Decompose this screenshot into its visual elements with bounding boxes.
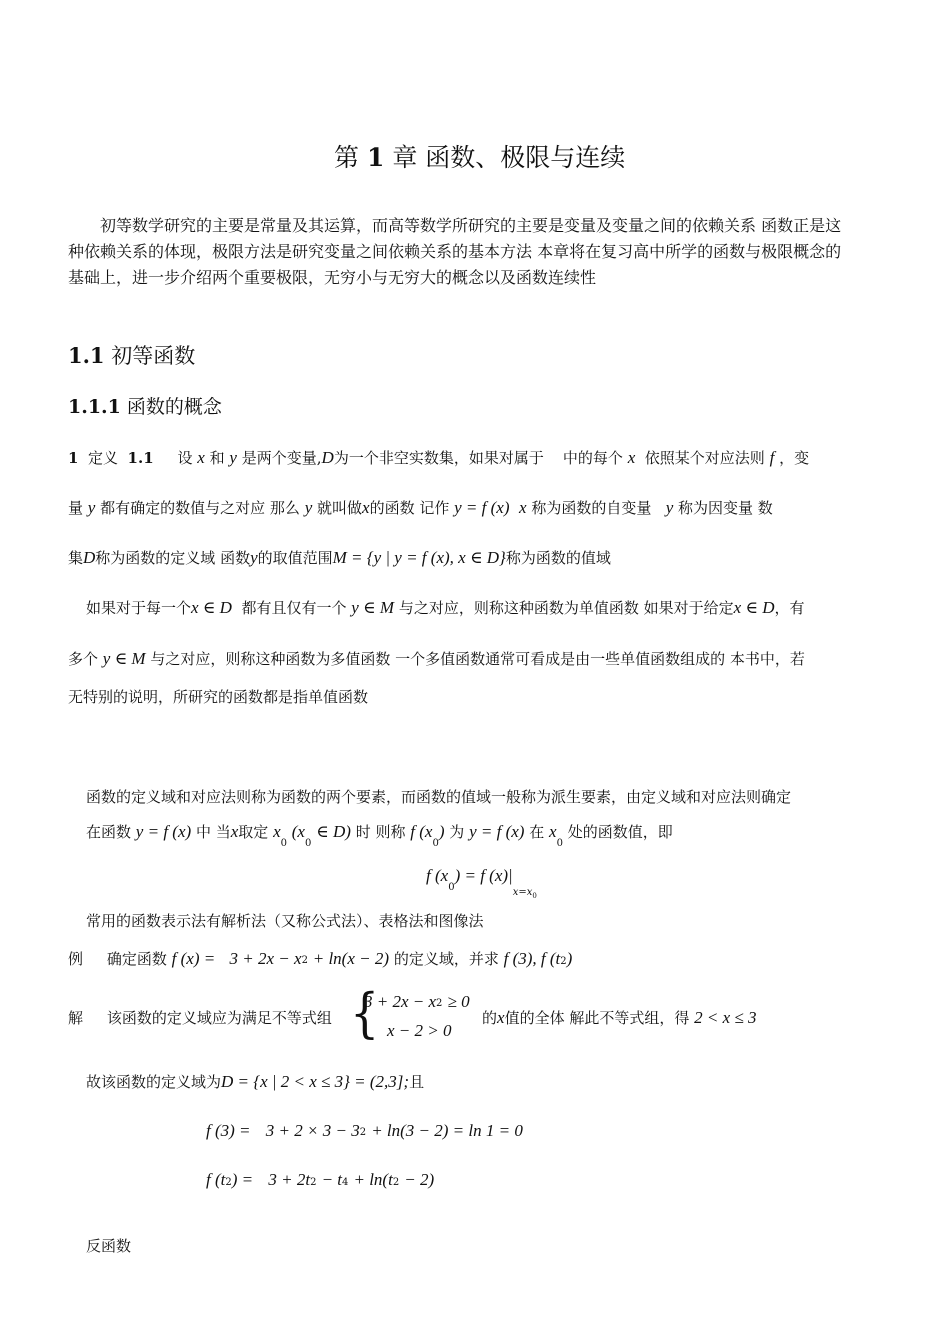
intro-line-2: 种依赖关系的体现，极限方法是研究变量之间依赖关系的基本方法 本章将在复习高中所学的函数与极限概念的 xyxy=(68,242,842,261)
representations-text: 常用的函数表示法有解析法（又称公式法）、表格法和图像法 xyxy=(86,912,484,930)
inverse-function-heading: 反函数 xyxy=(86,1237,132,1255)
single-valued-line-1: 如果对于每一个x ∈ D 都有且仅有一个 y ∈ M 与之对应，则称这种函数为单值函数 如果对于给定x ∈ D，有 xyxy=(86,598,805,617)
intro-line-3: 基础上，进一步介绍两个重要极限，无穷小与无穷大的概念以及函数连续性 xyxy=(68,268,597,287)
solution-conclusion: 的x值的全体 解此不等式组，得 2 < x ≤ 3 xyxy=(482,1008,757,1027)
definition-line-1: 1 定义 1.1 设 x 和 y 是两个变量,D为一个非空实数集，如果对属于 中的每个 x 依照某个对应法则 f ，变 xyxy=(68,448,810,467)
elements-line-2: 在函数 y = f (x) 中 当x取定 $x_0$ ($x_0$ ∈ D) 时 则称 f $(x_0)$ 为 y = f (x) 在 $x_0$ 处的函数值，即 xyxy=(86,822,673,849)
function-value-formula: f $(x_0) = f$ $(x)|_{x=x0}$ xyxy=(426,866,537,900)
left-brace: { xyxy=(350,981,380,1045)
elements-line-1: 函数的定义域和对应法则称为函数的两个要素，而函数的值域一般称为派生要素，由定义域和对应法则确定 xyxy=(86,788,792,806)
ft-calculation: f (t2) = 3 + 2t2 − t4 + ln(t2 − 2) xyxy=(206,1170,435,1189)
function-notation: y = f (x) xyxy=(454,498,510,517)
chapter-title: 第 1 章 函数、极限与连续 xyxy=(334,143,626,172)
f3-calculation: f (3) = 3 + 2 × 3 − 32 + ln(3 − 2) = ln 1 = 0 xyxy=(206,1121,523,1140)
solution-label: 解 该函数的定义域应为满足不等式组 xyxy=(68,1009,332,1027)
range-set: M = {y | y = f (x), x ∈ D} xyxy=(332,548,506,567)
inequality-1: 3 + 2x − x2 ≥ 0 xyxy=(364,992,470,1011)
intro-line-1: 初等数学研究的主要是常量及其运算，而高等数学所研究的主要是变量及变量之间的依赖关系 函数正是这 xyxy=(100,216,842,235)
section-heading: 1.1 初等函数 xyxy=(68,343,196,368)
domain-line: 故该函数的定义域为D = {x | 2 < x ≤ 3} = (2,3];且 xyxy=(86,1072,425,1091)
subsection-heading: 1.1.1 函数的概念 xyxy=(68,396,222,418)
single-valued-line-3: 无特别的说明，所研究的函数都是指单值函数 xyxy=(68,688,369,706)
definition-line-2: 量 y 都有确定的数值与之对应 那么 y 就叫做x的函数 记作 y = f (x) x 称为函数的自变量 y 称为因变量 数 xyxy=(68,498,773,517)
definition-line-3: 集D称为函数的定义域 函数y的取值范围M = {y | y = f (x), x ∈ D}称为函数的值域 xyxy=(68,548,611,567)
inequality-2: x − 2 > 0 xyxy=(387,1021,452,1040)
single-valued-line-2: 多个 y ∈ M 与之对应，则称这种函数为多值函数 一个多值函数通常可看成是由一些单值函数组成的 本书中，若 xyxy=(68,649,805,668)
example-line: 例 确定函数 f (x) = 3 + 2x − x2 + ln(x − 2) 的定义域，并求 f (3), f (t2) xyxy=(68,949,573,968)
